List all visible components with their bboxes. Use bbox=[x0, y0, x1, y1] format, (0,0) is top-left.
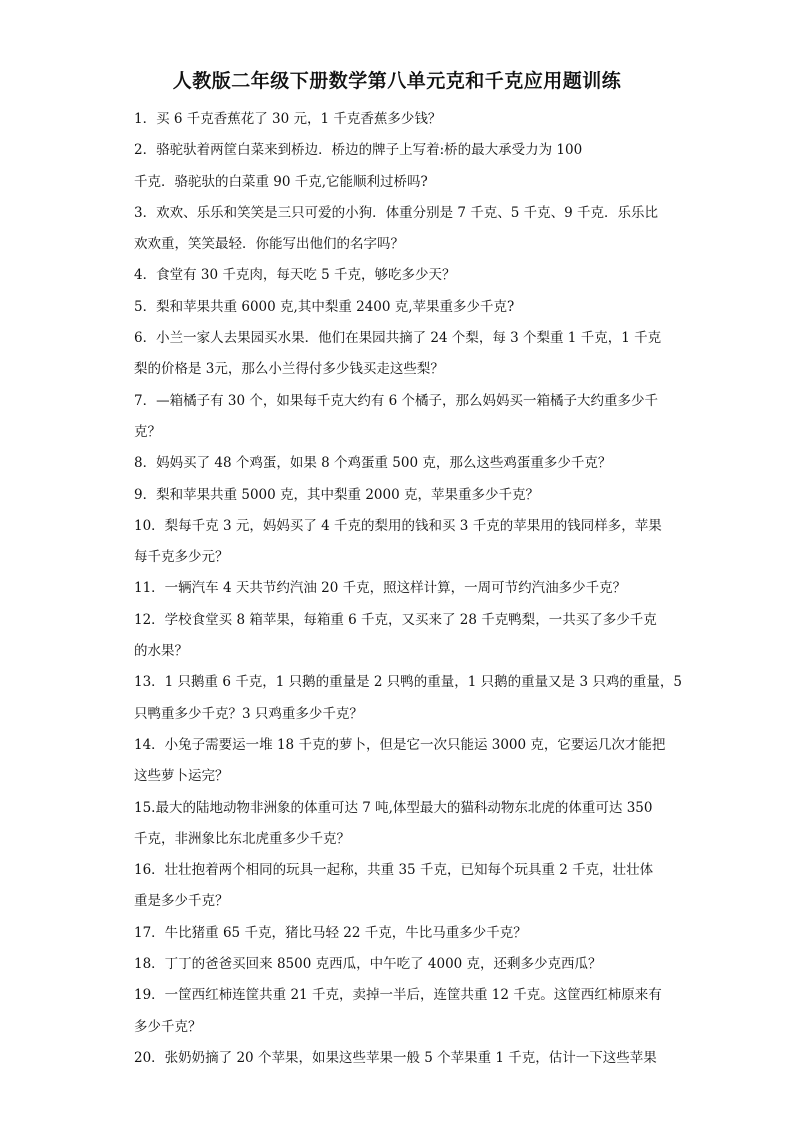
question-line: 千克，非洲象比东北虎重多少千克？ bbox=[134, 830, 350, 847]
question-line: 每千克多少元？ bbox=[134, 549, 229, 566]
question-line: 4．食堂有 30 千克肉，每天吃 5 千克，够吃多少天？ bbox=[134, 267, 456, 284]
question-line: 16．壮壮抱着两个相同的玩具一起称，共重 35 千克，已知每个玩具重 2 千克，壮壮体 bbox=[134, 862, 654, 879]
question-line: 1．买 6 千克香蕉花了 30 元，1 千克香蕉多少钱？ bbox=[134, 111, 442, 127]
question-line: 19．一筐西红柿连筐共重 21 千克，卖掉一半后，连筐共重 12 千克。这筐西红柿原来有 bbox=[134, 987, 662, 1004]
question-line: 7．—箱橘子有 30 个，如果每千克大约有 6 个橘子，那么妈妈买一箱橘子大约重多少千 bbox=[134, 392, 659, 409]
question-line: 只鸭重多少千克？3 只鸡重多少千克？ bbox=[134, 705, 363, 722]
question-line: 这些萝卜运完？ bbox=[134, 768, 229, 785]
question-line: 的水果？ bbox=[134, 643, 188, 660]
question-line: 14．小兔子需要运一堆 18 千克的萝卜，但是它一次只能运 3000 克，它要运几次才能把 bbox=[134, 736, 666, 753]
question-line: 欢欢重，笑笑最轻．你能写出他们的名字吗？ bbox=[134, 236, 404, 253]
question-line: 9．梨和苹果共重 5000 克，其中梨重 2000 克，苹果重多少千克？ bbox=[134, 486, 539, 503]
question-line: 6．小兰一家人去果园买水果．他们在果园共摘了 24 个梨，每 3 个梨重 1 千克，1 千克 bbox=[134, 330, 662, 347]
question-line: 12．学校食堂买 8 箱苹果，每箱重 6 千克，又买来了 28 千克鸭梨，一共买了多少千克 bbox=[134, 611, 657, 628]
question-line: 10．梨每千克 3 元，妈妈买了 4 千克的梨用的钱和买 3 千克的苹果用的钱同样多，苹果 bbox=[134, 517, 662, 534]
question-line: 多少千克？ bbox=[134, 1018, 202, 1035]
question-line: 8．妈妈买了 48 个鸡蛋，如果 8 个鸡蛋重 500 克，那么这些鸡蛋重多少千克？ bbox=[134, 455, 612, 472]
question-line: 17．牛比猪重 65 千克，猪比马轻 22 千克，牛比马重多少千克？ bbox=[134, 924, 527, 941]
question-line: 千克．骆驼驮的白菜重 90 千克,它能顺利过桥吗? bbox=[134, 173, 428, 190]
question-line: 5．梨和苹果共重 6000 克,其中梨重 2400 克,苹果重多少千克? bbox=[134, 298, 515, 315]
question-line: 克？ bbox=[134, 423, 161, 440]
question-line: 11．一辆汽车 4 天共节约汽油 20 千克，照这样计算，一周可节约汽油多少千克？ bbox=[134, 580, 627, 597]
question-line: 18．丁丁的爸爸买回来 8500 克西瓜，中午吃了 4000 克，还剩多少克西瓜？ bbox=[134, 956, 602, 973]
question-line: 2．骆驼驮着两筐白菜来到桥边．桥边的牌子上写着:桥的最大承受力为 100 bbox=[134, 142, 583, 159]
question-line: 3．欢欢、乐乐和笑笑是三只可爱的小狗．体重分别是 7 千克、5 千克、9 千克．乐乐比 bbox=[134, 204, 659, 221]
question-line: 20．张奶奶摘了 20 个苹果，如果这些苹果一般 5 个苹果重 1 千克，估计一下这些苹果 bbox=[134, 1049, 657, 1066]
question-line: 15.最大的陆地动物非洲象的体重可达 7 吨,体型最大的猫科动物东北虎的体重可达 350 bbox=[134, 799, 653, 816]
question-list bbox=[134, 104, 682, 1074]
question-line: 重是多少千克？ bbox=[134, 893, 229, 910]
page-title: 人教版二年级下册数学第八单元克和千克应用题训练 bbox=[172, 70, 622, 92]
question-line: 13．1 只鹅重 6 千克，1 只鹅的重量是 2 只鸭的重量，1 只鹅的重量又是 3 只鸡的重量，5 bbox=[134, 674, 682, 691]
question-line: 梨的价格是 3元，那么小兰得付多少钱买走这些梨？ bbox=[134, 361, 444, 378]
